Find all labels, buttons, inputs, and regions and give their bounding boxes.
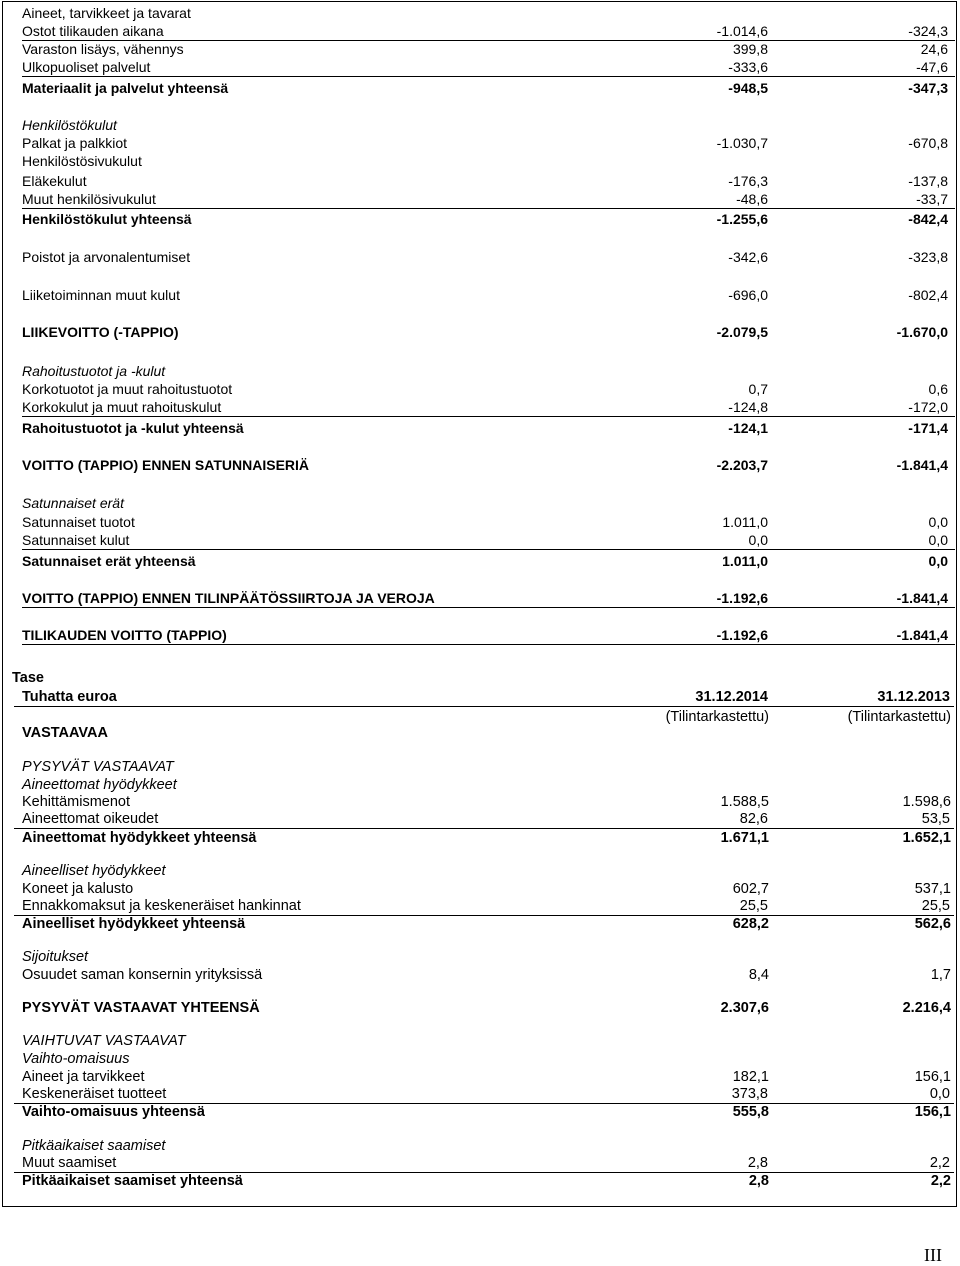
value-2013: 24,6 bbox=[920, 41, 948, 57]
subsection-heading bbox=[22, 776, 955, 794]
statement-row bbox=[22, 380, 955, 398]
row-label: TILIKAUDEN VOITTO (TAPPIO) bbox=[22, 627, 227, 643]
statement-row bbox=[22, 248, 955, 266]
statement-total-row bbox=[22, 626, 955, 645]
value-2013: 0,0 bbox=[928, 553, 948, 569]
value-2013: 1.652,1 bbox=[902, 830, 951, 846]
row-label: Aineettomat oikeudet bbox=[22, 811, 159, 827]
row-label: Satunnaiset tuotot bbox=[22, 514, 135, 530]
value-2014: 2,8 bbox=[748, 1173, 769, 1189]
balance-subtotal-row bbox=[22, 1172, 955, 1190]
value-2013: -33,7 bbox=[916, 191, 948, 207]
header-row bbox=[14, 688, 954, 707]
value-2014: -124,8 bbox=[728, 399, 768, 415]
statement-row bbox=[22, 134, 955, 152]
value-2013: 1,7 bbox=[930, 967, 951, 983]
statement-row bbox=[22, 286, 955, 304]
value-2013: -172,0 bbox=[908, 399, 948, 415]
row-label: Ennakkomaksut ja keskeneräiset hankinnat bbox=[22, 898, 301, 914]
statement-row bbox=[22, 190, 955, 209]
row-label: PYSYVÄT VASTAAVAT bbox=[22, 759, 174, 775]
row-label: Palkat ja palkkiot bbox=[22, 135, 128, 151]
statement-row bbox=[22, 58, 955, 77]
audit-note-2013: (Tilintarkastettu) bbox=[847, 709, 951, 725]
subsection-heading bbox=[22, 862, 955, 880]
row-label: Rahoitustuotot ja -kulut bbox=[22, 363, 166, 379]
balance-subtotal-row bbox=[22, 915, 955, 933]
balance-row bbox=[22, 880, 955, 898]
value-2013: -1.841,4 bbox=[896, 457, 948, 473]
value-2013: 537,1 bbox=[914, 881, 951, 897]
row-label: VAIHTUVAT VASTAAVAT bbox=[22, 1033, 186, 1049]
value-2014: 555,8 bbox=[732, 1104, 769, 1120]
value-2013: 2,2 bbox=[930, 1173, 951, 1189]
statement-subtotal-row bbox=[22, 552, 955, 570]
row-label: VOITTO (TAPPIO) ENNEN SATUNNAISERIÄ bbox=[22, 457, 310, 473]
value-2013: -323,8 bbox=[908, 249, 948, 265]
date-2014: 31.12.2014 bbox=[695, 689, 768, 705]
value-2014: -176,3 bbox=[728, 173, 768, 189]
row-label: Korkotuotot ja muut rahoitustuotot bbox=[22, 381, 233, 397]
statement-row bbox=[22, 22, 955, 41]
value-2013: -670,8 bbox=[908, 135, 948, 151]
statement-total-row bbox=[22, 323, 955, 341]
value-2014: -2.203,7 bbox=[716, 457, 768, 473]
row-label: Eläkekulut bbox=[22, 173, 87, 189]
subsection-heading bbox=[22, 1050, 955, 1068]
section-heading bbox=[22, 758, 955, 776]
value-2013: 2.216,4 bbox=[902, 1000, 951, 1016]
row-label: Aineet, tarvikkeet ja tavarat bbox=[22, 5, 191, 21]
row-label: Liiketoiminnan muut kulut bbox=[22, 287, 180, 303]
balance-row bbox=[22, 1068, 955, 1086]
statement-row bbox=[22, 398, 955, 417]
statement-total-row bbox=[22, 589, 955, 608]
row-label: PYSYVÄT VASTAAVAT YHTEENSÄ bbox=[22, 1000, 260, 1016]
row-label: Pitkäaikaiset saamiset yhteensä bbox=[22, 1173, 243, 1189]
row-label: Henkilöstökulut yhteensä bbox=[22, 211, 192, 227]
balance-row bbox=[22, 793, 955, 811]
value-2013: 156,1 bbox=[914, 1069, 951, 1085]
value-2013: -1.670,0 bbox=[896, 324, 948, 340]
balance-row bbox=[14, 1154, 954, 1173]
value-2013: -1.841,4 bbox=[896, 627, 948, 643]
value-2014: 82,6 bbox=[739, 811, 768, 827]
value-2014: 1.011,0 bbox=[722, 553, 768, 569]
value-2013: -802,4 bbox=[908, 287, 948, 303]
subsection-heading bbox=[22, 1137, 955, 1155]
value-2014: 182,1 bbox=[732, 1069, 769, 1085]
value-2013: -842,4 bbox=[908, 211, 948, 227]
value-2014: 399,8 bbox=[732, 41, 768, 57]
row-label: LIIKEVOITTO (-TAPPIO) bbox=[22, 324, 179, 340]
row-label: Ostot tilikauden aikana bbox=[22, 23, 164, 39]
row-label: Ulkopuoliset palvelut bbox=[22, 59, 151, 75]
row-label: Henkilöstökulut bbox=[22, 117, 117, 133]
value-2014: 373,8 bbox=[731, 1086, 768, 1102]
value-2013: 53,5 bbox=[921, 811, 950, 827]
value-2013: -171,4 bbox=[908, 420, 948, 436]
value-2013: -347,3 bbox=[908, 80, 948, 96]
row-label: Poistot ja arvonalentumiset bbox=[22, 249, 191, 265]
row-label: Sijoitukset bbox=[22, 949, 89, 965]
value-2014: -1.255,6 bbox=[716, 211, 768, 227]
section-heading bbox=[22, 724, 955, 742]
value-2014: 1.011,0 bbox=[722, 514, 768, 530]
value-2013: -324,3 bbox=[908, 23, 948, 39]
statement-subtotal-row bbox=[22, 419, 955, 437]
balance-total-row bbox=[22, 999, 955, 1017]
row-label: Pitkäaikaiset saamiset bbox=[22, 1138, 166, 1154]
value-2014: -333,6 bbox=[728, 59, 768, 75]
row-label: Aineet ja tarvikkeet bbox=[22, 1069, 145, 1085]
row-label: Koneet ja kalusto bbox=[22, 881, 134, 897]
unit-label: Tuhatta euroa bbox=[22, 689, 117, 705]
value-2014: 1.588,5 bbox=[720, 794, 769, 810]
row-label: Osuudet saman konsernin yrityksissä bbox=[22, 967, 263, 983]
subsection-heading bbox=[22, 948, 955, 966]
row-label: Korkokulut ja muut rahoituskulut bbox=[22, 399, 222, 415]
value-2014: -1.014,6 bbox=[716, 23, 768, 39]
value-2014: 25,5 bbox=[739, 898, 768, 914]
audit-note-2014: (Tilintarkastettu) bbox=[665, 709, 769, 725]
value-2014: -696,0 bbox=[728, 287, 768, 303]
value-2013: 0,0 bbox=[928, 532, 948, 548]
value-2014: -124,1 bbox=[728, 420, 768, 436]
value-2014: -1.192,6 bbox=[716, 590, 768, 606]
value-2013: 2,2 bbox=[929, 1155, 950, 1171]
value-2014: 8,4 bbox=[748, 967, 769, 983]
value-2014: -2.079,5 bbox=[716, 324, 768, 340]
row-label: Aineelliset hyödykkeet bbox=[22, 863, 166, 879]
row-label: Vaihto-omaisuus bbox=[22, 1051, 130, 1067]
page-number: III bbox=[924, 1245, 942, 1265]
value-2014: -48,6 bbox=[736, 191, 768, 207]
value-2014: 1.671,1 bbox=[720, 830, 769, 846]
row-label: Rahoitustuotot ja -kulut yhteensä bbox=[22, 420, 244, 436]
row-label: Satunnaiset kulut bbox=[22, 532, 130, 548]
value-2013: -137,8 bbox=[908, 173, 948, 189]
row-label: Satunnaiset erät yhteensä bbox=[22, 553, 196, 569]
balance-row bbox=[14, 897, 954, 916]
section-heading bbox=[22, 1032, 955, 1050]
statement-row bbox=[22, 40, 955, 58]
statement-row bbox=[22, 531, 955, 550]
balance-row bbox=[14, 1085, 954, 1104]
section-heading bbox=[22, 116, 955, 134]
balance-row bbox=[22, 966, 955, 984]
statement-row bbox=[22, 152, 955, 170]
value-2014: -1.030,7 bbox=[716, 135, 768, 151]
row-label: Aineettomat hyödykkeet yhteensä bbox=[22, 830, 257, 846]
value-2013: 25,5 bbox=[921, 898, 950, 914]
row-label: VASTAAVAA bbox=[22, 725, 108, 741]
balance-subtotal-row bbox=[22, 1103, 955, 1121]
row-label: Keskeneräiset tuotteet bbox=[22, 1086, 167, 1102]
value-2013: 562,6 bbox=[914, 916, 951, 932]
value-2014: 628,2 bbox=[732, 916, 769, 932]
section-heading bbox=[22, 362, 955, 380]
value-2014: 0,7 bbox=[748, 381, 768, 397]
row-label: Satunnaiset erät bbox=[22, 495, 124, 511]
value-2013: -1.841,4 bbox=[896, 590, 948, 606]
value-2013: 0,0 bbox=[929, 1086, 950, 1102]
section-heading bbox=[22, 494, 955, 512]
statement-total-row bbox=[22, 456, 955, 474]
value-2013: -47,6 bbox=[916, 59, 948, 75]
date-2013: 31.12.2013 bbox=[877, 689, 950, 705]
value-2013: 156,1 bbox=[914, 1104, 951, 1120]
row-label: Muut henkilösivukulut bbox=[22, 191, 156, 207]
row-label: Aineelliset hyödykkeet yhteensä bbox=[22, 916, 246, 932]
row-label: VOITTO (TAPPIO) ENNEN TILINPÄÄTÖSSIIRTOJA JA VEROJA bbox=[22, 590, 435, 606]
statement-row bbox=[22, 513, 955, 531]
row-label: Kehittämismenot bbox=[22, 794, 130, 810]
value-2014: 2,8 bbox=[747, 1155, 768, 1171]
row-label: Henkilöstösivukulut bbox=[22, 153, 142, 169]
value-2014: -342,6 bbox=[728, 249, 768, 265]
value-2014: -948,5 bbox=[728, 80, 768, 96]
row-label: Muut saamiset bbox=[22, 1155, 117, 1171]
row-label: Varaston lisäys, vähennys bbox=[22, 41, 184, 57]
value-2013: 0,0 bbox=[928, 514, 948, 530]
value-2014: 602,7 bbox=[732, 881, 769, 897]
value-2014: 2.307,6 bbox=[720, 1000, 769, 1016]
row-label: Vaihto-omaisuus yhteensä bbox=[22, 1104, 205, 1120]
statement-row bbox=[22, 4, 955, 22]
balance-subtotal-row bbox=[22, 829, 955, 847]
value-2014: 0,0 bbox=[748, 532, 768, 548]
statement-row bbox=[22, 172, 955, 190]
statement-subtotal-row bbox=[22, 79, 955, 97]
row-label: Materiaalit ja palvelut yhteensä bbox=[22, 80, 229, 96]
balance-sheet-title: Tase bbox=[12, 670, 44, 686]
value-2013: 1.598,6 bbox=[902, 794, 951, 810]
value-2013: 0,6 bbox=[928, 381, 948, 397]
row-label: Aineettomat hyödykkeet bbox=[22, 777, 177, 793]
statement-subtotal-row bbox=[22, 210, 955, 228]
balance-row bbox=[14, 810, 954, 829]
value-2014: -1.192,6 bbox=[716, 627, 768, 643]
